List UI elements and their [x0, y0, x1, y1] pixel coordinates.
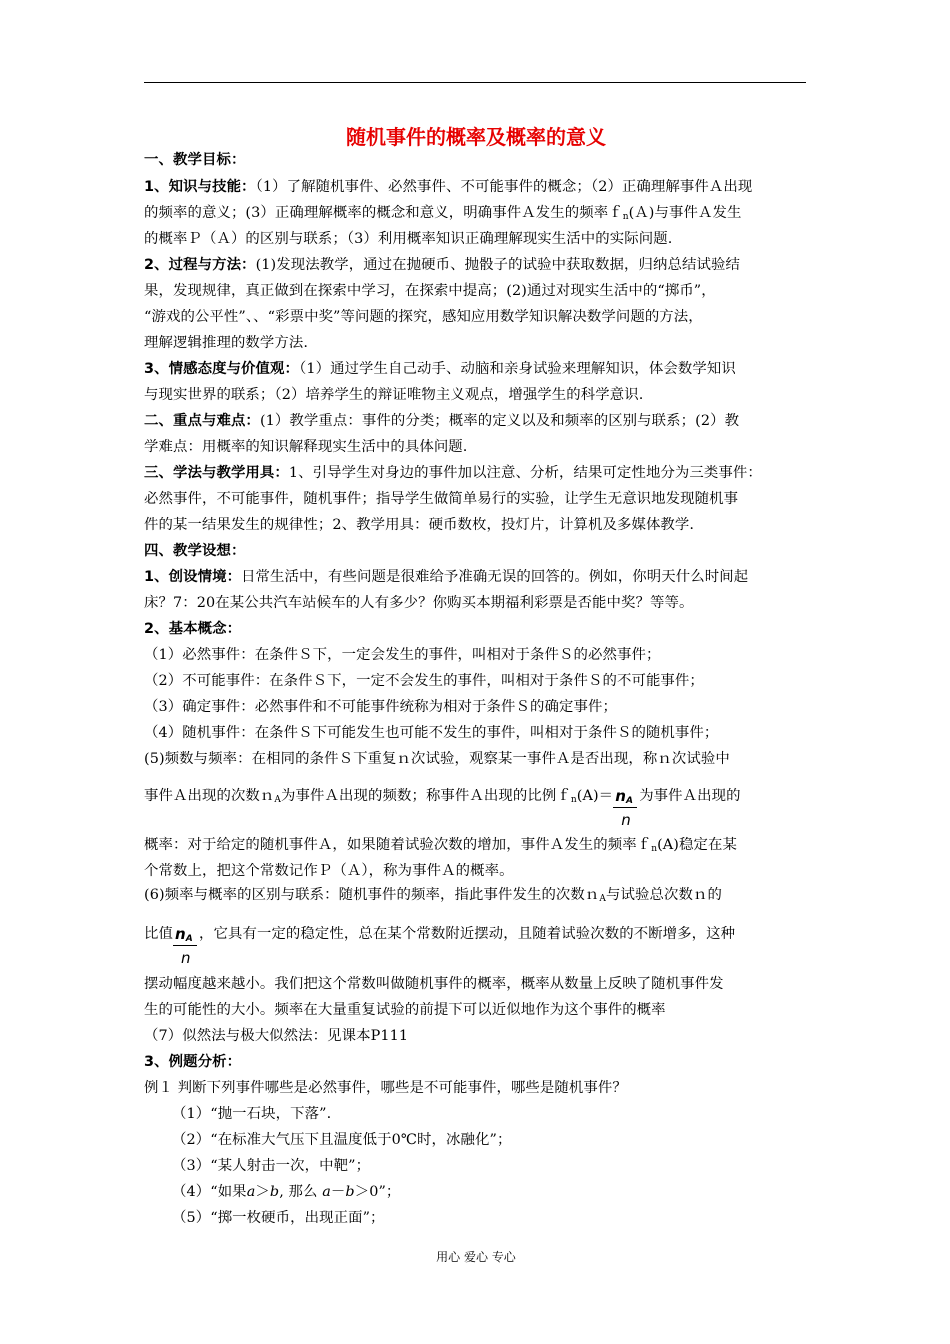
section-heading-goals: 一、教学目标： [144, 152, 246, 168]
page-footer: 用心 爱心 专心 [436, 1250, 516, 1264]
concept-item-4: （4）随机事件：在条件Ｓ下可能发生也可能不发生的事件，叫相对于条件Ｓ的随机事件； [144, 725, 719, 741]
knowledge-text-2b: (Ａ)与事件Ａ发生 [628, 205, 742, 221]
frequency-text-c: (A)＝ [576, 788, 614, 804]
methods-heading: 三、学法与教学用具： [144, 465, 289, 481]
example-item-5: （5）“掷一枚硬币，出现正面”； [172, 1210, 385, 1226]
header-rule [144, 82, 806, 83]
fraction-denominator: n [180, 949, 191, 967]
concept-item-3: （3）确定事件：必然事件和不可能事件统称为相对于条件Ｓ的确定事件； [144, 699, 617, 715]
relation-text-b: 与试验总次数ｎ的 [606, 887, 722, 903]
concept-item-5-line-2 [144, 786, 741, 829]
concept-item-6-line-4: 生的可能性的大小。频率在大量重复试验的前提下可以近似地作为这个事件的概率 [144, 1002, 666, 1018]
methods-line-2: 必然事件，不可能事件，随机事件；指导学生做简单易行的实验，让学生无意识地发现随机事 [144, 491, 739, 507]
process-line-1 [144, 255, 740, 275]
examples-heading: 3、例题分析： [144, 1054, 242, 1070]
fraction-nA-over-n [613, 786, 639, 829]
concept-item-5: (5)频数与频率：在相同的条件Ｓ下重复ｎ次试验，观察某一事件Ａ是否出现，称ｎ次试验中 [144, 751, 730, 767]
concept-item-1: （1）必然事件：在条件Ｓ下，一定会发生的事件，叫相对于条件Ｓ的必然事件； [144, 647, 661, 663]
methods-line-1 [144, 463, 762, 483]
concept-item-6-line-2 [144, 924, 736, 967]
ratio-text: 比值 [144, 926, 173, 942]
concept-item-7: （7）似然法与极大似然法：见课本P111 [144, 1028, 409, 1044]
document-title: 随机事件的概率及概率的意义 [346, 125, 606, 149]
emotion-line-2: 与现实世界的联系；（2）培养学生的辩证唯物主义观点，增强学生的科学意识. [144, 387, 644, 403]
relation-text-a: (6)频率与概率的区别与联系：随机事件的频率，指此事件发生的次数ｎ [144, 887, 600, 903]
subscript: n [570, 795, 577, 805]
fraction-numerator: $n_A$ [615, 787, 634, 806]
example-item-2: （2）“在标准大气压下且温度低于0℃时，冰融化”； [172, 1132, 512, 1148]
process-heading: 2、过程与方法： [144, 257, 256, 273]
frequency-text-a: 事件Ａ出现的次数ｎ [144, 788, 275, 804]
methods-line-3: 件的某一结果发生的规律性；2、教学用具：硬币数枚，投灯片，计算机及多媒体教学. [144, 517, 695, 533]
probability-text-b: (A)稳定在某 [657, 837, 737, 853]
process-text-1: (1)发现法教学，通过在抛硬币、抛骰子的试验中获取数据，归纳总结试验结 [255, 257, 740, 273]
section-heading-design: 四、教学设想： [144, 543, 246, 559]
frequency-text-d: 为事件Ａ出现的 [639, 788, 741, 804]
emotion-heading: 3、情感态度与价值观： [144, 361, 300, 377]
concept-item-5-line-4: 个常数上，把这个常数记作Ｐ（Ａ），称为事件Ａ的概率。 [144, 863, 514, 879]
fraction-denominator: n [621, 811, 631, 829]
process-line-3: “游戏的公平性”、、“彩票中奖”等问题的探究，感知应用数学知识解决数学问题的方法， [144, 309, 703, 325]
subscript: n [651, 844, 658, 854]
emotion-text-1: （1）通过学生自己动手、动脑和亲身试验来理解知识，体会数学知识 [299, 361, 736, 377]
example-item-4: （4）“如果a＞b, 那么 a－b＞0”； [172, 1184, 401, 1200]
keypoints-heading: 二、重点与难点： [144, 413, 260, 429]
context-text-1: 日常生活中，有些问题是很难给予准确无误的回答的。例如，你明天什么时间起 [241, 569, 749, 585]
context-line-1 [144, 567, 748, 587]
basic-concepts-heading: 2、基本概念： [144, 621, 242, 637]
methods-text-1: 1、引导学生对身边的事件加以注意、分析，结果可定性地分为三类事件： [288, 465, 762, 481]
keypoints-line-1 [144, 411, 739, 431]
keypoints-line-2: 学难点：用概率的知识解释现实生活中的具体问题. [144, 439, 468, 455]
example-item-3: （3）“某人射击一次，中靶”； [172, 1158, 371, 1174]
subscript: A [599, 894, 607, 904]
frequency-text-b: 为事件Ａ出现的频数；称事件Ａ出现的比例ｆ [281, 788, 571, 804]
emotion-line-1 [144, 359, 736, 379]
subscript: n [622, 212, 629, 222]
knowledge-text-2a: 的频率的意义；(3）正确理解概率的概念和意义，明确事件Ａ发生的频率ｆ [144, 205, 623, 221]
knowledge-text-1: （1）了解随机事件、必然事件、不可能事件的概念；（2）正确理解事件Ａ出现 [255, 179, 753, 195]
knowledge-heading: 1、知识与技能： [144, 179, 256, 195]
fraction-nA-over-n [173, 924, 199, 967]
concept-item-6-line-3: 摆动幅度越来越小。我们把这个常数叫做随机事件的概率，概率从数量上反映了随机事件发 [144, 976, 724, 992]
keypoints-text-1: (1）教学重点：事件的分类；概率的定义以及和频率的区别与联系；(2）教 [259, 413, 740, 429]
process-line-2: 果，发现规律，真正做到在探索中学习，在探索中提高；(2)通过对现实生活中的“掷币”， [144, 283, 716, 299]
stability-text: ，它具有一定的稳定性，总在某个常数附近摆动，且随着试验次数的不断增多，这种 [198, 926, 736, 942]
concept-item-6-line-1 [144, 885, 722, 909]
probability-text-a: 概率：对于给定的随机事件Ａ，如果随着试验次数的增加，事件Ａ发生的频率ｆ [144, 837, 652, 853]
knowledge-line-1 [144, 177, 752, 197]
subscript: A [274, 795, 282, 805]
knowledge-line-3: 的概率Ｐ（Ａ）的区别与联系；（3）利用概率知识正确理解现实生活中的实际问题. [144, 231, 673, 247]
fraction-bar [613, 807, 637, 808]
fraction-bar [173, 945, 197, 946]
context-heading: 1、创设情境： [144, 569, 242, 585]
context-line-2: 床？7：20在某公共汽车站候车的人有多少？你购买本期福利彩票是否能中奖？等等。 [144, 595, 694, 611]
knowledge-line-2 [144, 203, 741, 227]
example-1-question: 例１ 判断下列事件哪些是必然事件，哪些是不可能事件，哪些是随机事件？ [144, 1080, 627, 1096]
concept-item-2: （2）不可能事件：在条件Ｓ下，一定不会发生的事件，叫相对于条件Ｓ的不可能事件； [144, 673, 704, 689]
process-line-4: 理解逻辑推理的数学方法. [144, 335, 309, 351]
example-item-1: （1）“抛一石块，下落”. [172, 1106, 332, 1122]
fraction-numerator: $n_A$ [174, 925, 193, 944]
concept-item-5-line-3 [144, 835, 737, 859]
